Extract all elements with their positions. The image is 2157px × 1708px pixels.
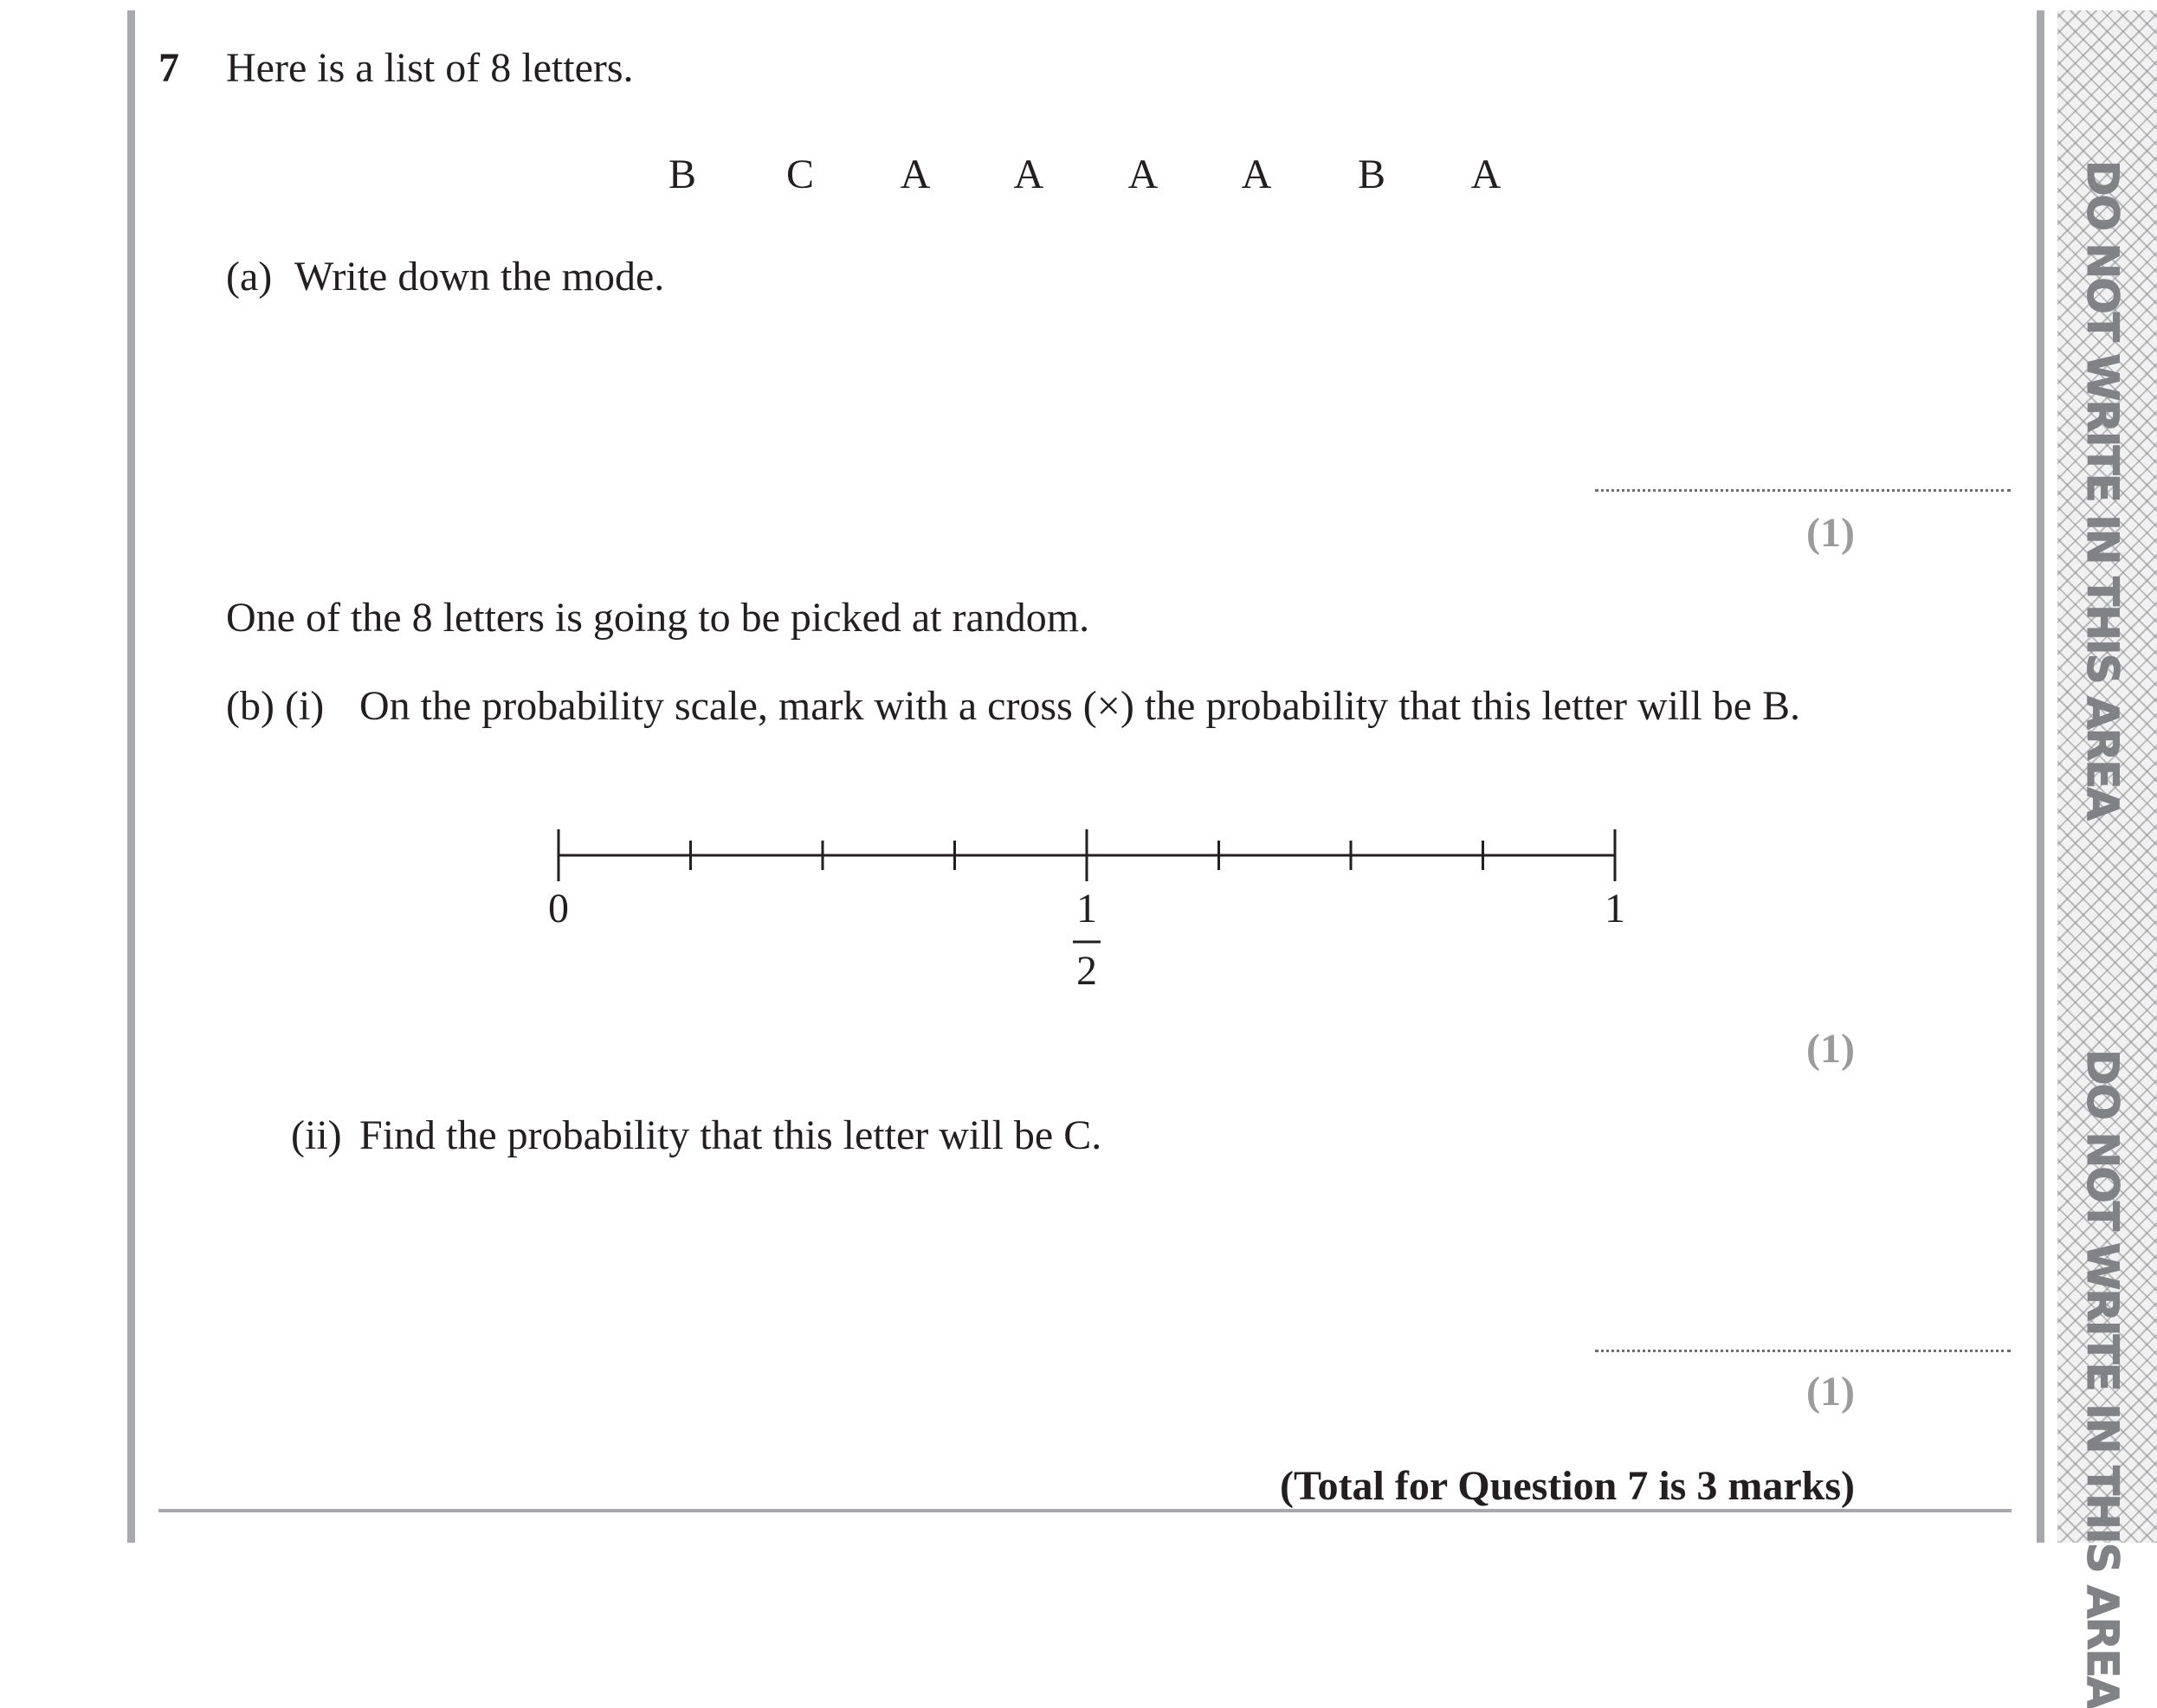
part-b-ii-marks: (1)	[1806, 1369, 1855, 1415]
part-b-ii-label: (ii)	[291, 1112, 342, 1158]
letter-item: B	[668, 151, 696, 197]
margin-notice-bottom: DO NOT WRITE IN THIS AREA	[2077, 1049, 2128, 1708]
part-a-answer-line[interactable]	[1595, 489, 2011, 492]
scale-label-half-numerator: 1	[1076, 886, 1097, 931]
left-margin-rule	[127, 10, 135, 1543]
letter-item: A	[900, 151, 931, 197]
scale-label-one: 1	[1605, 886, 1625, 931]
margin-notice-top: DO NOT WRITE IN THIS AREA	[2077, 160, 2128, 820]
part-b-i-text: On the probability scale, mark with a cross (×) the probability that this letter will be B.	[359, 683, 1801, 729]
part-a-text: Write down the mode.	[294, 254, 665, 300]
scale-label-zero: 0	[548, 886, 569, 931]
letter-item: A	[1013, 151, 1044, 197]
question-intro: Here is a list of 8 letters.	[226, 45, 634, 91]
probability-scale[interactable]	[520, 814, 1645, 1013]
bottom-rule	[158, 1509, 2012, 1512]
letter-item: B	[1357, 151, 1385, 197]
letter-item: A	[1241, 151, 1272, 197]
letter-item: A	[1127, 151, 1159, 197]
part-b-i-label: (b) (i)	[226, 683, 325, 729]
part-a-marks: (1)	[1806, 510, 1855, 556]
letter-item: A	[1470, 151, 1502, 197]
scale-label-half-denominator: 2	[1076, 948, 1097, 994]
question-total: (Total for Question 7 is 3 marks)	[1279, 1463, 1855, 1509]
part-a-label: (a)	[226, 254, 273, 300]
part-b-ii-text: Find the probability that this letter will be C.	[359, 1112, 1102, 1158]
context-text: One of the 8 letters is going to be picked at random.	[226, 595, 1090, 641]
part-b-ii-answer-line[interactable]	[1595, 1350, 2011, 1352]
part-b-i-marks: (1)	[1806, 1026, 1855, 1072]
right-margin-rule	[2037, 10, 2044, 1543]
letter-item: C	[785, 151, 814, 197]
question-number: 7	[158, 45, 179, 91]
